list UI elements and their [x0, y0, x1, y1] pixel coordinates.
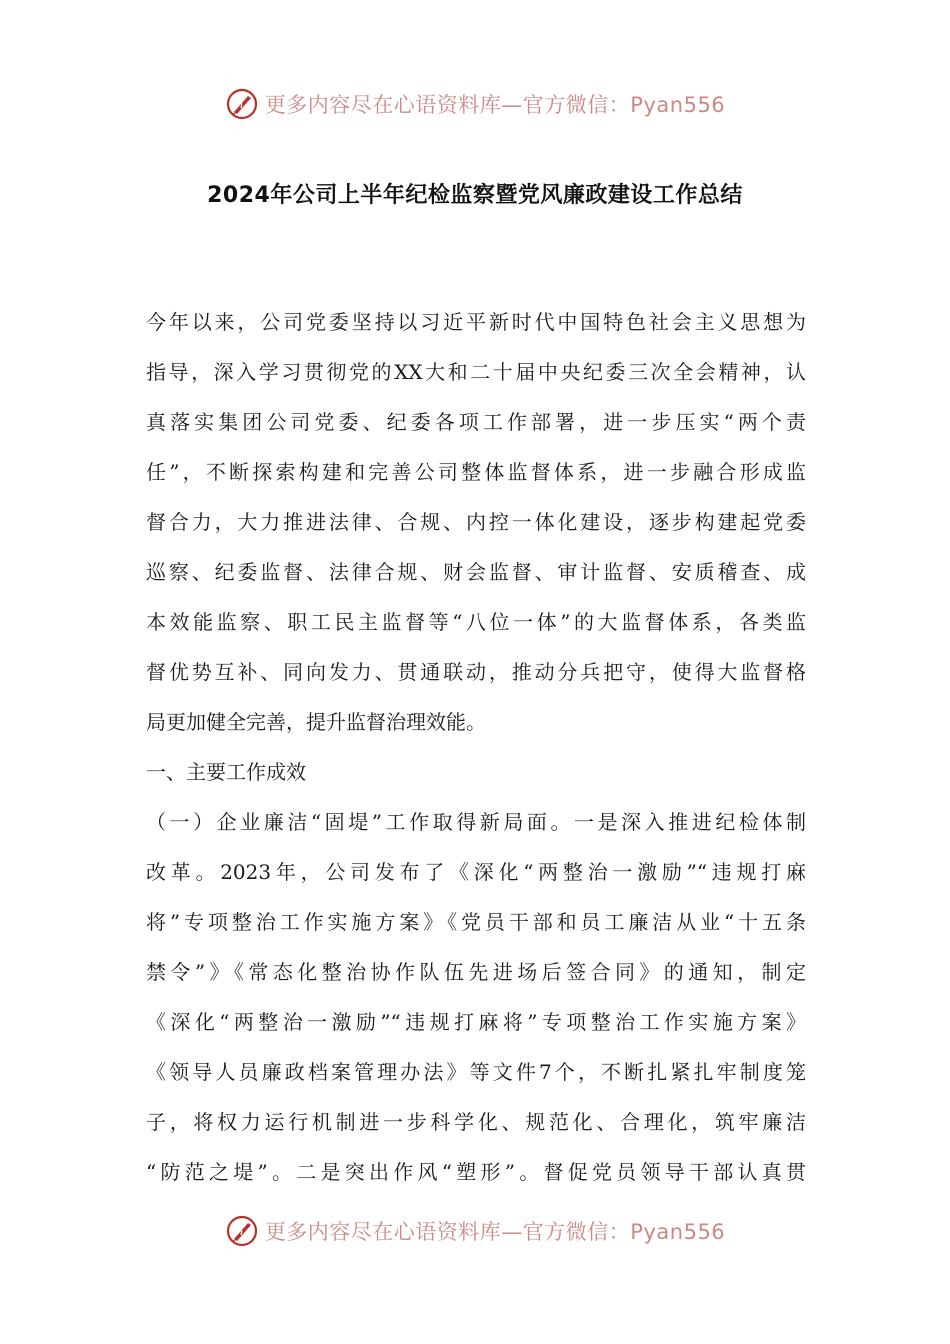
watermark-header: [0, 84, 950, 124]
body-text-line: 督优势互补、同向发力、贯通联动，推动分兵把守，使得大监督格: [146, 660, 806, 684]
quill-logo-icon: [225, 87, 259, 121]
body-text-line: 巡察、纪委监督、法律合规、财会监督、审计监督、安质稽查、成: [146, 560, 806, 584]
watermark-footer: [0, 1211, 950, 1251]
body-text-line: 子，将权力运行机制进一步科学化、规范化、合理化，筑牢廉洁: [146, 1110, 806, 1134]
body-text-line: “防范之堤”。二是突出作风“塑形”。督促党员领导干部认真贯: [146, 1160, 806, 1184]
document-title: 2024年公司上半年纪检监察暨党风廉政建设工作总结: [207, 183, 743, 208]
body-text-line: 《深化“两整治一激励”“违规打麻将”专项整治工作实施方案》: [146, 1010, 806, 1034]
body-text-line: 一、主要工作成效: [146, 760, 306, 784]
body-text-line: （一）企业廉洁“固堤”工作取得新局面。一是深入推进纪检体制: [146, 810, 806, 834]
body-text-line: 督合力，大力推进法律、合规、内控一体化建设，逐步构建起党委: [146, 510, 806, 534]
body-text-line: 将”专项整治工作实施方案》《党员干部和员工廉洁从业“十五条: [146, 910, 806, 934]
quill-logo-icon: [225, 1214, 259, 1248]
body-text-line: 真落实集团公司党委、纪委各项工作部署，进一步压实“两个责: [146, 410, 806, 434]
body-text-line: 局更加健全完善，提升监督治理效能。: [146, 710, 486, 734]
body-text-line: 本效能监察、职工民主监督等“八位一体”的大监督体系，各类监: [146, 610, 806, 634]
watermark-text: 更多内容尽在心语资料库—官方微信：Pyan556: [264, 1220, 726, 1244]
body-text-line: 改革。2023年，公司发布了《深化“两整治一激励”“违规打麻: [146, 860, 806, 884]
body-text-line: 今年以来，公司党委坚持以习近平新时代中国特色社会主义思想为: [146, 310, 806, 334]
body-text-line: 禁令”》《常态化整治协作队伍先进场后签合同》的通知，制定: [146, 960, 806, 984]
watermark-text: 更多内容尽在心语资料库—官方微信：Pyan556: [264, 93, 726, 117]
body-text-line: 任”，不断探索构建和完善公司整体监督体系，进一步融合形成监: [146, 460, 806, 484]
body-text-line: 指导，深入学习贯彻党的XX大和二十届中央纪委三次全会精神，认: [146, 360, 806, 384]
body-text-line: 《领导人员廉政档案管理办法》等文件7个，不断扎紧扎牢制度笼: [146, 1060, 806, 1084]
document-body: [146, 297, 806, 1197]
